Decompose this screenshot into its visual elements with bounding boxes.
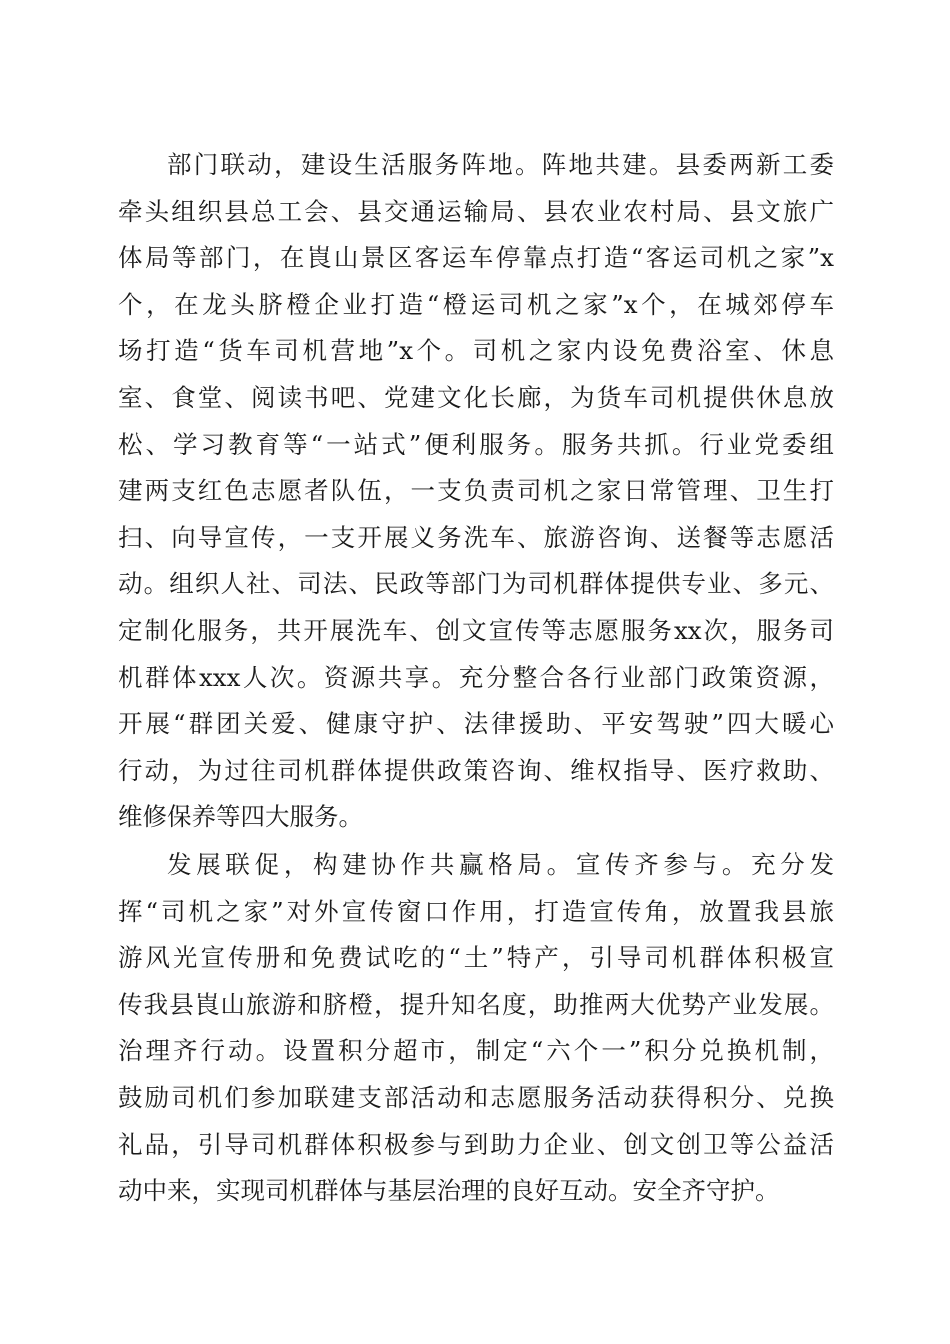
paragraph-line: 动。组织人社、司法、民政等部门为司机群体提供专业、多元、: [118, 569, 834, 599]
paragraph-line: 牵头组织县总工会、县交通运输局、县农业农村局、县文旅广: [118, 196, 834, 226]
paragraph-line: 动中来，实现司机群体与基层治理的良好互动。安全齐守护。: [118, 1176, 780, 1206]
paragraph-line: 定制化服务，共开展洗车、创文宣传等志愿服务xx次，服务司: [118, 615, 834, 645]
paragraph-line: 维修保养等四大服务。: [118, 802, 363, 832]
paragraph-line: 发展联促，构建协作共赢格局。宣传齐参与。充分发: [167, 850, 834, 879]
paragraph-line: 扫、向导宣传，一支开展义务洗车、旅游咨询、送餐等志愿活: [118, 522, 834, 552]
paragraph-line: 治理齐行动。设置积分超市，制定“六个一”积分兑换机制，: [118, 1036, 834, 1066]
paragraph-line: 传我县崀山旅游和脐橙，提升知名度，助推两大优势产业发展。: [118, 989, 834, 1019]
paragraph-line: 游风光宣传册和免费试吃的“土”特产，引导司机群体积极宣: [118, 943, 834, 973]
paragraph-driver-service-stations: [118, 142, 834, 841]
paragraph-line: 行动，为过往司机群体提供政策咨询、维权指导、医疗救助、: [118, 755, 834, 785]
paragraph-line: 挥“司机之家”对外宣传窗口作用，打造宣传角，放置我县旅: [118, 896, 834, 926]
paragraph-line: 松、学习教育等“一站式”便利服务。服务共抓。行业党委组: [118, 429, 834, 459]
paragraph-line: 场打造“货车司机营地”x个。司机之家内设免费浴室、休息: [118, 336, 834, 366]
paragraph-line: 室、食堂、阅读书吧、党建文化长廊，为货车司机提供休息放: [118, 382, 834, 412]
paragraph-line: 部门联动，建设生活服务阵地。阵地共建。县委两新工委: [167, 150, 834, 179]
paragraph-line: 体局等部门，在崀山景区客运车停靠点打造“客运司机之家”x: [118, 243, 834, 273]
paragraph-development-cooperation: [118, 842, 834, 1215]
paragraph-line: 礼品，引导司机群体积极参与到助力企业、创文创卫等公益活: [118, 1129, 834, 1159]
paragraph-line: 机群体xxx人次。资源共享。充分整合各行业部门政策资源，: [118, 662, 834, 692]
paragraph-line: 建两支红色志愿者队伍，一支负责司机之家日常管理、卫生打: [118, 476, 834, 506]
paragraph-line: 鼓励司机们参加联建支部活动和志愿服务活动获得积分、兑换: [118, 1082, 834, 1112]
paragraph-line: 开展“群团关爱、健康守护、法律援助、平安驾驶”四大暖心: [118, 709, 834, 739]
paragraph-line: 个，在龙头脐橙企业打造“橙运司机之家”x个，在城郊停车: [118, 289, 834, 319]
